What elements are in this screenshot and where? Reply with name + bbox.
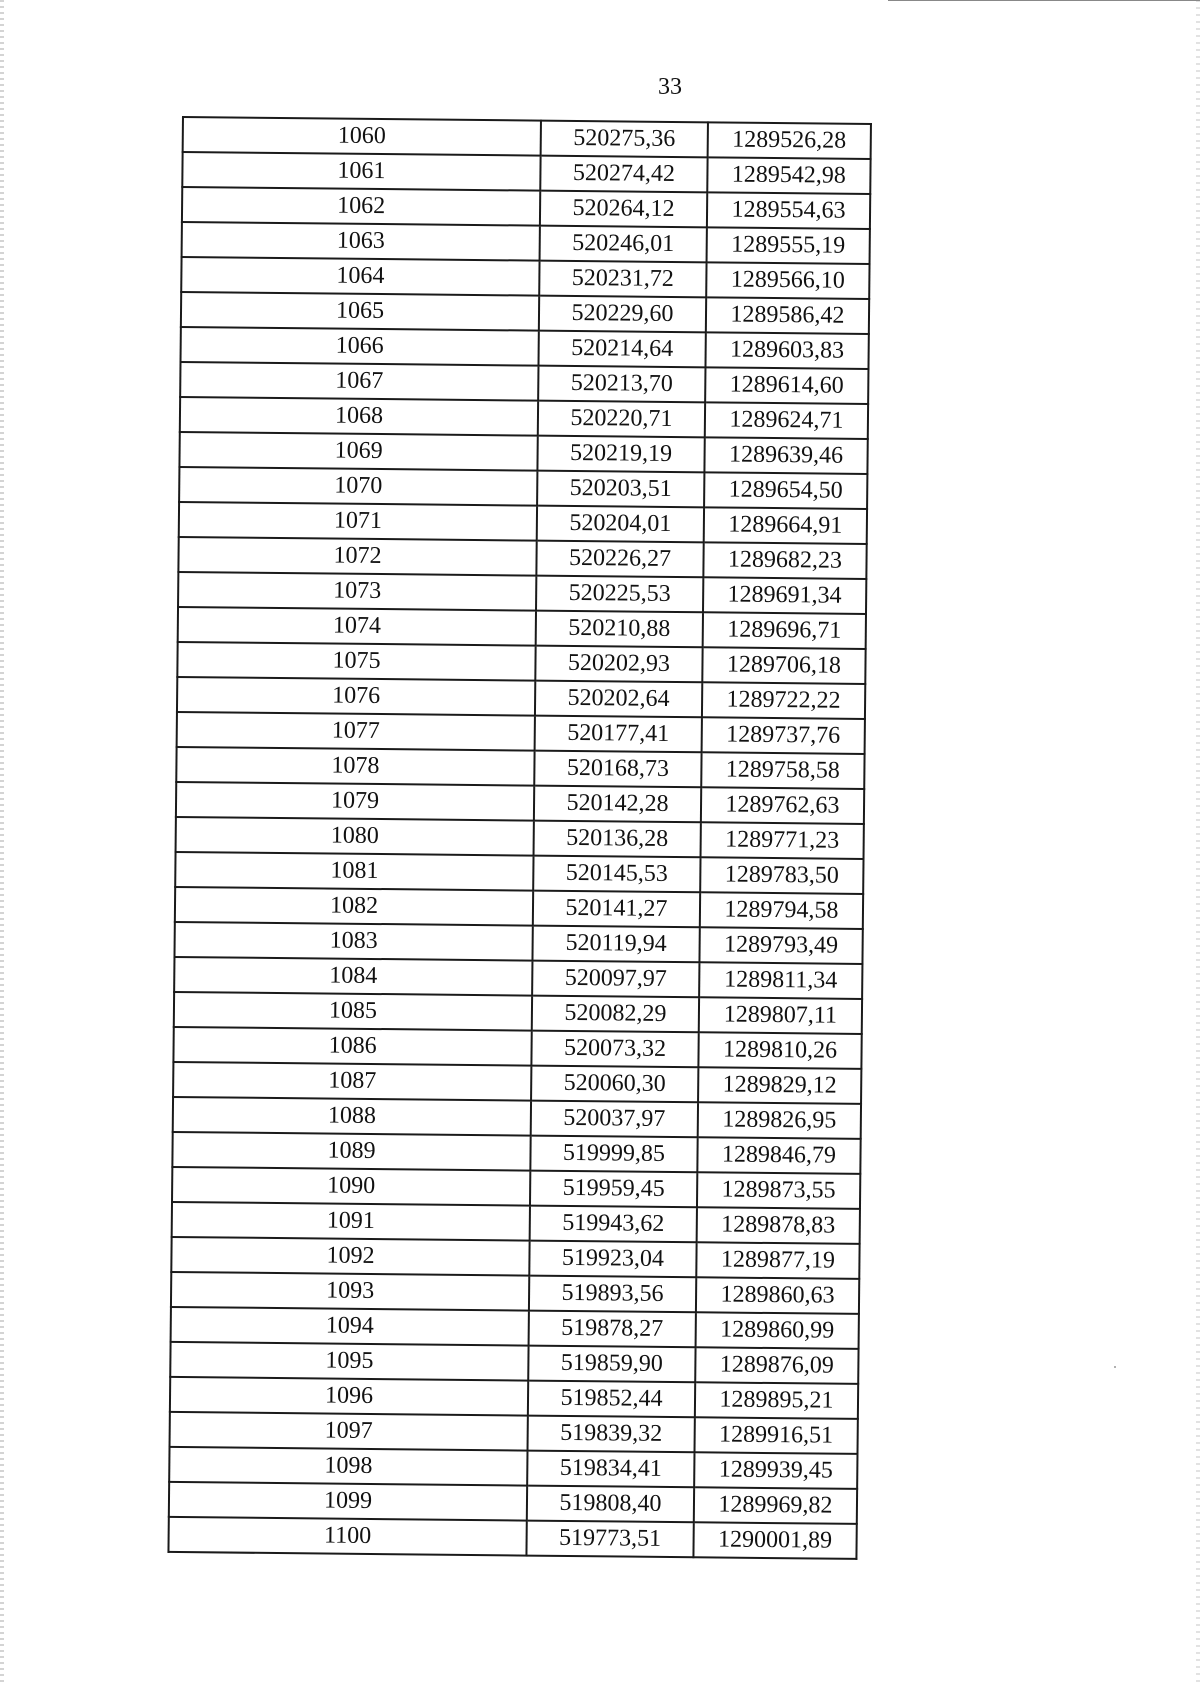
x-coordinate-cell: 519893,56 <box>529 1276 696 1313</box>
point-number-cell: 1066 <box>181 327 539 366</box>
y-coordinate-cell: 1289783,50 <box>700 857 863 894</box>
point-number-cell: 1074 <box>178 607 536 646</box>
point-number-cell: 1071 <box>179 502 537 541</box>
x-coordinate-cell: 520060,30 <box>531 1066 698 1103</box>
x-coordinate-cell: 520213,70 <box>538 366 705 403</box>
point-number-cell: 1094 <box>171 1307 529 1346</box>
point-number-cell: 1065 <box>181 292 539 331</box>
point-number-cell: 1079 <box>176 782 534 821</box>
y-coordinate-cell: 1289664,91 <box>704 507 867 544</box>
point-number-cell: 1096 <box>170 1377 528 1416</box>
y-coordinate-cell: 1289860,63 <box>696 1277 859 1314</box>
x-coordinate-cell: 520142,28 <box>534 786 701 823</box>
y-coordinate-cell: 1289878,83 <box>697 1207 860 1244</box>
y-coordinate-cell: 1289895,21 <box>695 1382 858 1419</box>
x-coordinate-cell: 520136,28 <box>534 821 701 858</box>
y-coordinate-cell: 1289771,23 <box>700 822 863 859</box>
scan-left-edge <box>0 0 4 1686</box>
x-coordinate-cell: 520119,94 <box>533 926 700 963</box>
point-number-cell: 1068 <box>180 397 538 436</box>
point-number-cell: 1088 <box>173 1097 531 1136</box>
point-number-cell: 1097 <box>170 1412 528 1451</box>
x-coordinate-cell: 519852,44 <box>528 1381 695 1418</box>
x-coordinate-cell: 520219,19 <box>538 436 705 473</box>
x-coordinate-cell: 520220,71 <box>538 401 705 438</box>
point-number-cell: 1093 <box>171 1272 529 1311</box>
page-number: 33 <box>658 74 682 100</box>
point-number-cell: 1084 <box>174 957 532 996</box>
y-coordinate-cell: 1289794,58 <box>700 892 863 929</box>
x-coordinate-cell: 520274,42 <box>540 156 707 193</box>
y-coordinate-cell: 1289810,26 <box>698 1032 861 1069</box>
x-coordinate-cell: 519959,45 <box>530 1171 697 1208</box>
scan-speck <box>1114 1366 1116 1368</box>
y-coordinate-cell: 1289846,79 <box>697 1137 860 1174</box>
y-coordinate-cell: 1289877,19 <box>696 1242 859 1279</box>
point-number-cell: 1077 <box>177 712 535 751</box>
x-coordinate-cell: 520225,53 <box>536 576 703 613</box>
x-coordinate-cell: 520145,53 <box>533 856 700 893</box>
y-coordinate-cell: 1289860,99 <box>695 1312 858 1349</box>
x-coordinate-cell: 519999,85 <box>530 1136 697 1173</box>
x-coordinate-cell: 520210,88 <box>536 611 703 648</box>
point-number-cell: 1080 <box>176 817 534 856</box>
x-coordinate-cell: 520097,97 <box>532 961 699 998</box>
point-number-cell: 1090 <box>172 1167 530 1206</box>
point-number-cell: 1064 <box>181 257 539 296</box>
point-number-cell: 1100 <box>168 1517 526 1556</box>
y-coordinate-cell: 1289876,09 <box>695 1347 858 1384</box>
x-coordinate-cell: 519773,51 <box>527 1521 694 1558</box>
point-number-cell: 1076 <box>177 677 535 716</box>
x-coordinate-cell: 520073,32 <box>531 1031 698 1068</box>
y-coordinate-cell: 1289706,18 <box>702 647 865 684</box>
point-number-cell: 1060 <box>183 117 541 156</box>
y-coordinate-cell: 1289614,60 <box>705 367 868 404</box>
table-row <box>168 1517 856 1559</box>
y-coordinate-cell: 1289758,58 <box>701 752 864 789</box>
y-coordinate-cell: 1289826,95 <box>698 1102 861 1139</box>
point-number-cell: 1085 <box>174 992 532 1031</box>
point-number-cell: 1073 <box>178 572 536 611</box>
y-coordinate-cell: 1289526,28 <box>707 122 870 159</box>
point-number-cell: 1072 <box>178 537 536 576</box>
y-coordinate-cell: 1289916,51 <box>694 1417 857 1454</box>
x-coordinate-cell: 519839,32 <box>528 1416 695 1453</box>
point-number-cell: 1062 <box>182 187 540 226</box>
x-coordinate-cell: 520214,64 <box>539 331 706 368</box>
x-coordinate-cell: 519923,04 <box>529 1241 696 1278</box>
x-coordinate-cell: 520231,72 <box>539 261 706 298</box>
point-number-cell: 1086 <box>173 1027 531 1066</box>
y-coordinate-cell: 1289762,63 <box>701 787 864 824</box>
y-coordinate-cell: 1289873,55 <box>697 1172 860 1209</box>
point-number-cell: 1075 <box>177 642 535 681</box>
x-coordinate-cell: 519859,90 <box>528 1346 695 1383</box>
y-coordinate-cell: 1289691,34 <box>703 577 866 614</box>
point-number-cell: 1082 <box>175 887 533 926</box>
x-coordinate-cell: 520203,51 <box>537 471 704 508</box>
x-coordinate-cell: 520264,12 <box>540 191 707 228</box>
y-coordinate-cell: 1289737,76 <box>701 717 864 754</box>
x-coordinate-cell: 520202,93 <box>535 646 702 683</box>
y-coordinate-cell: 1289586,42 <box>706 297 869 334</box>
y-coordinate-cell: 1289722,22 <box>702 682 865 719</box>
point-number-cell: 1098 <box>169 1447 527 1486</box>
x-coordinate-cell: 519808,40 <box>527 1486 694 1523</box>
point-number-cell: 1099 <box>169 1482 527 1521</box>
point-number-cell: 1089 <box>172 1132 530 1171</box>
y-coordinate-cell: 1289829,12 <box>698 1067 861 1104</box>
x-coordinate-cell: 519878,27 <box>529 1311 696 1348</box>
y-coordinate-cell: 1289969,82 <box>694 1487 857 1524</box>
x-coordinate-cell: 520226,27 <box>536 541 703 578</box>
coordinates-table-body <box>168 117 870 1559</box>
y-coordinate-cell: 1289654,50 <box>704 472 867 509</box>
y-coordinate-cell: 1289696,71 <box>703 612 866 649</box>
y-coordinate-cell: 1289939,45 <box>694 1452 857 1489</box>
y-coordinate-cell: 1289624,71 <box>705 402 868 439</box>
y-coordinate-cell: 1289807,11 <box>699 997 862 1034</box>
x-coordinate-cell: 520037,97 <box>531 1101 698 1138</box>
y-coordinate-cell: 1289793,49 <box>699 927 862 964</box>
point-number-cell: 1083 <box>174 922 532 961</box>
x-coordinate-cell: 520168,73 <box>534 751 701 788</box>
x-coordinate-cell: 520246,01 <box>540 226 707 263</box>
point-number-cell: 1095 <box>170 1342 528 1381</box>
scan-right-edge <box>1196 0 1200 1686</box>
y-coordinate-cell: 1289682,23 <box>703 542 866 579</box>
y-coordinate-cell: 1289639,46 <box>704 437 867 474</box>
x-coordinate-cell: 520202,64 <box>535 681 702 718</box>
point-number-cell: 1061 <box>182 152 540 191</box>
y-coordinate-cell: 1289542,98 <box>707 157 870 194</box>
point-number-cell: 1078 <box>176 747 534 786</box>
point-number-cell: 1070 <box>179 467 537 506</box>
x-coordinate-cell: 520177,41 <box>535 716 702 753</box>
y-coordinate-cell: 1290001,89 <box>693 1522 856 1559</box>
point-number-cell: 1081 <box>175 852 533 891</box>
y-coordinate-cell: 1289811,34 <box>699 962 862 999</box>
x-coordinate-cell: 520229,60 <box>539 296 706 333</box>
x-coordinate-cell: 519943,62 <box>530 1206 697 1243</box>
point-number-cell: 1063 <box>182 222 540 261</box>
point-number-cell: 1091 <box>172 1202 530 1241</box>
coordinates-table <box>167 116 872 1560</box>
x-coordinate-cell: 520141,27 <box>533 891 700 928</box>
top-edge-line <box>888 0 1200 1</box>
y-coordinate-cell: 1289554,63 <box>707 192 870 229</box>
y-coordinate-cell: 1289566,10 <box>706 262 869 299</box>
point-number-cell: 1092 <box>171 1237 529 1276</box>
point-number-cell: 1069 <box>179 432 537 471</box>
x-coordinate-cell: 520204,01 <box>537 506 704 543</box>
x-coordinate-cell: 520082,29 <box>532 996 699 1033</box>
y-coordinate-cell: 1289555,19 <box>706 227 869 264</box>
point-number-cell: 1067 <box>180 362 538 401</box>
point-number-cell: 1087 <box>173 1062 531 1101</box>
y-coordinate-cell: 1289603,83 <box>705 332 868 369</box>
x-coordinate-cell: 520275,36 <box>541 121 708 158</box>
x-coordinate-cell: 519834,41 <box>527 1451 694 1488</box>
